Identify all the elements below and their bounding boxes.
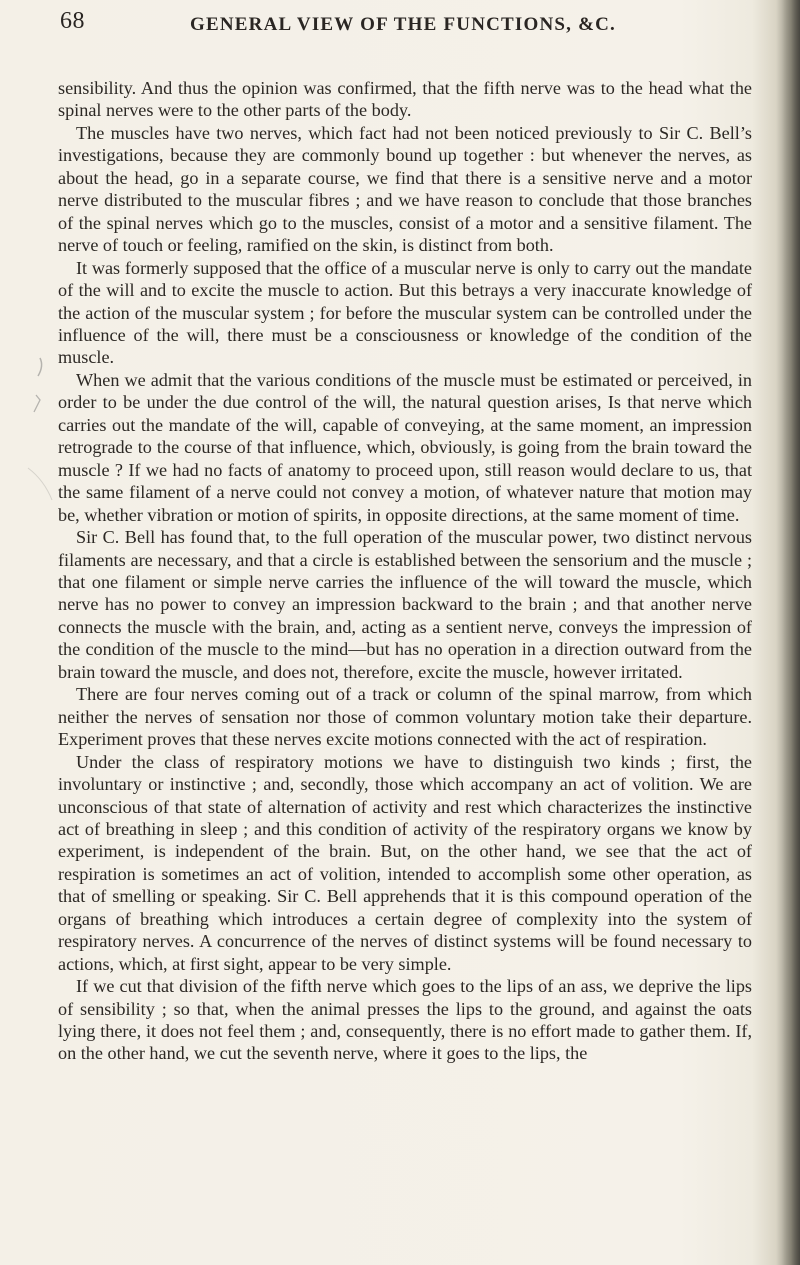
page-header: [60, 8, 750, 48]
running-head: GENERAL VIEW OF THE FUNCTIONS, &C.: [190, 14, 616, 35]
paragraph: Under the class of respiratory motions we have to distinguish two kinds ; first, the involuntary or instinctive ; and, secondly, those which accompany an act of volition. We are unconscious of that state of alternation of activity and rest which characterizes the instinctive act of breathing in sleep ; and this condition of activity of the respiratory organs we know by experiment, is independent of the brain. But, on the other hand, we see that the act of respiration is sometimes an act of volition, intended to accomplish some other operation, as that of smelling or speaking. Sir C. Bell apprehends that it is this compound operation of the organs of breathing which introduces a certain degree of complexity into the system of respiratory nerves. A concurrence of the nerves of distinct systems will be found necessary to actions, which, at first sight, appear to be very simple.: [58, 751, 752, 974]
paragraph: When we admit that the various conditions of the muscle must be estimated or perceived, in order to be under the due control of the will, the natural question arises, Is that nerve which carries out the mandate of the will, capable of conveying, at the same moment, an impression retrograde to the course of that influence, which, obviously, is going from the brain toward the muscle ? If we had no facts of anatomy to proceed upon, still reason would declare to us, that the same filament of a nerve could not convey a motion, of whatever nature that motion may be, whether vibration or motion of spirits, in opposite directions, at the same moment of time.: [58, 369, 752, 525]
paragraph: sensibility. And thus the opinion was confirmed, that the fifth nerve was to the head what the spinal nerves were to the other parts of the body.: [58, 78, 752, 121]
paragraph: The muscles have two nerves, which fact had not been noticed previously to Sir C. Bell’s investigations, because they are commonly bound up together : but whenever the nerves, as about the head, go in a separate course, we find that there is a sensitive nerve and a motor nerve distributed to the muscular fibres ; and we have reason to conclude that those branches of the spinal nerves which go to the muscles, consist of a motor and a sensitive filament. The nerve of touch or feeling, ramified on the skin, is distinct from both.: [58, 122, 752, 256]
page-number: 68: [60, 8, 85, 34]
paragraph: Sir C. Bell has found that, to the full operation of the muscular power, two distinct nervous filaments are necessary, and that a circle is established between the sensorium and the muscle ; that one filament or simple nerve carries the influence of the will toward the muscle, which nerve has no power to convey an impression backward to the brain ; and that another nerve connects the muscle with the brain, and, acting as a sentient nerve, conveys the impression of the condition of the muscle to the mind—but has no operation in a direction outward from the brain toward the muscle, and does not, therefore, excite the muscle, however irritated.: [58, 527, 752, 682]
margin-stain-marks: [0, 0, 60, 1265]
body-text: [58, 77, 752, 1065]
paragraph: If we cut that division of the fifth nerve which goes to the lips of an ass, we deprive the lips of sensibility ; so that, when the animal presses the lips to the ground, and against the oats lying there, it does not feel them ; and, consequently, there is no effort made to gather them. If, on the other hand, we cut the seventh nerve, where it goes to the lips, the: [58, 976, 752, 1064]
page-edge-shadow: [782, 0, 800, 1265]
paragraph: There are four nerves coming out of a track or column of the spinal marrow, from which neither the nerves of sensation nor those of common voluntary motion take their departure. Experiment proves that these nerves excite motions connected with the act of respiration.: [58, 684, 752, 750]
paragraph: It was formerly supposed that the office of a muscular nerve is only to carry out the mandate of the will and to excite the muscle to action. But this betrays a very inaccurate knowledge of the action of the muscular system ; for before the muscular system can be controlled under the influence of the will, there must be a consciousness or knowledge of the condition of the muscle.: [58, 257, 752, 368]
